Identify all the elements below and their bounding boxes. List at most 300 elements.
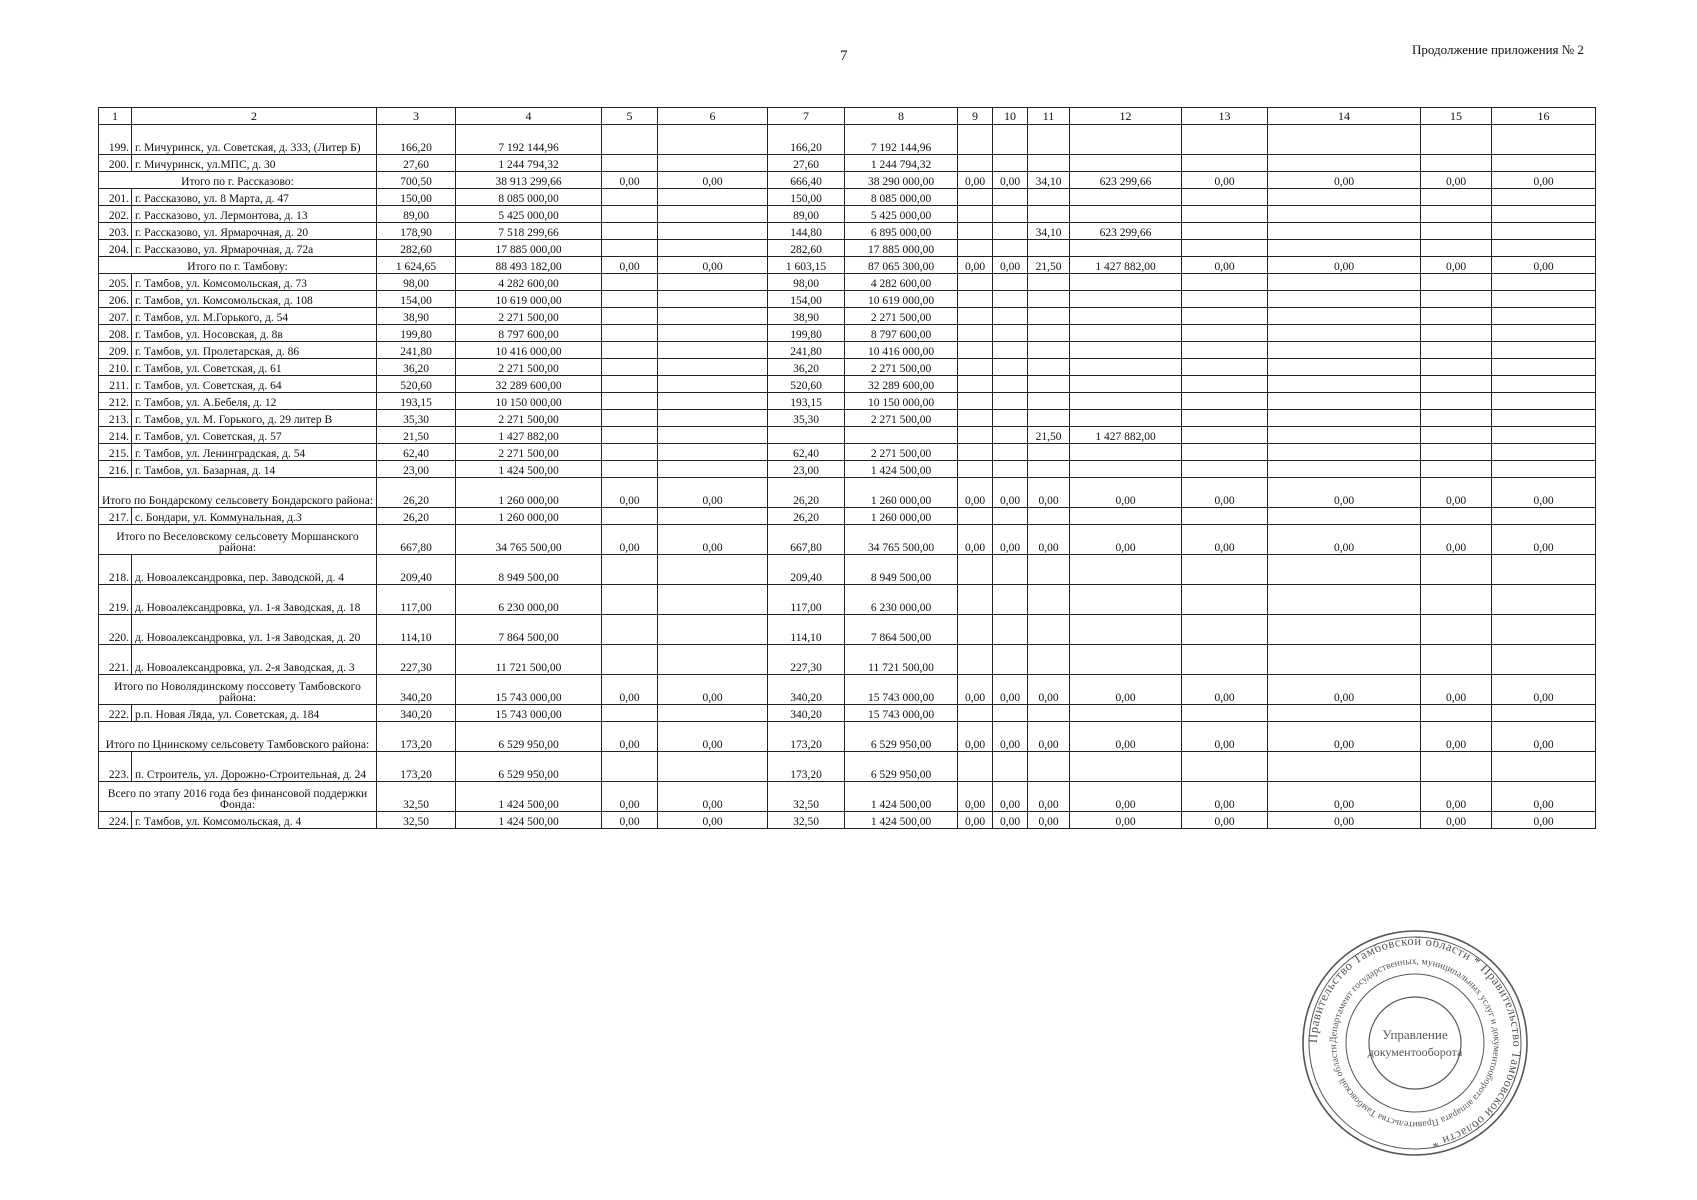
value-cell-c7: 36,20 — [768, 359, 845, 376]
value-cell-c12 — [1070, 325, 1182, 342]
value-cell-c13 — [1182, 359, 1268, 376]
value-cell-c5 — [602, 427, 658, 444]
table-row — [99, 325, 1596, 342]
value-cell-c12 — [1070, 155, 1182, 172]
value-cell-c16: 0,00 — [1492, 172, 1596, 189]
value-cell-c5 — [602, 291, 658, 308]
value-cell-c5 — [602, 410, 658, 427]
value-cell-c3: 667,80 — [377, 525, 456, 555]
value-cell-c7: 1 603,15 — [768, 257, 845, 274]
value-cell-c7: 32,50 — [768, 812, 845, 829]
value-cell-c13 — [1182, 308, 1268, 325]
value-cell-c3: 193,15 — [377, 393, 456, 410]
value-cell-c15 — [1421, 342, 1492, 359]
value-cell-c9: 0,00 — [958, 172, 993, 189]
value-cell-c7: 193,15 — [768, 393, 845, 410]
value-cell-c12: 1 427 882,00 — [1070, 427, 1182, 444]
value-cell-c7: 27,60 — [768, 155, 845, 172]
value-cell-c11 — [1028, 342, 1070, 359]
value-cell-c11: 0,00 — [1028, 812, 1070, 829]
value-cell-c15: 0,00 — [1421, 478, 1492, 508]
value-cell-c8: 1 424 500,00 — [845, 812, 958, 829]
value-cell-c14 — [1268, 376, 1421, 393]
value-cell-c7: 241,80 — [768, 342, 845, 359]
value-cell-c15: 0,00 — [1421, 525, 1492, 555]
row-number: 220. — [99, 615, 132, 645]
address-cell: с. Бондари, ул. Коммунальная, д.3 — [132, 508, 377, 525]
value-cell-c7: 98,00 — [768, 274, 845, 291]
value-cell-c11 — [1028, 206, 1070, 223]
value-cell-c8: 6 529 950,00 — [845, 722, 958, 752]
value-cell-c9: 0,00 — [958, 782, 993, 812]
value-cell-c9 — [958, 444, 993, 461]
subtotal-row — [99, 257, 1596, 274]
value-cell-c4: 8 797 600,00 — [456, 325, 602, 342]
address-cell: д. Новоалександровка, ул. 2-я Заводская, д. 3 — [132, 645, 377, 675]
row-number: 213. — [99, 410, 132, 427]
value-cell-c7: 282,60 — [768, 240, 845, 257]
register-table-body — [99, 108, 1596, 829]
value-cell-c12: 0,00 — [1070, 722, 1182, 752]
value-cell-c7: 173,20 — [768, 722, 845, 752]
value-cell-c15 — [1421, 752, 1492, 782]
value-cell-c12 — [1070, 585, 1182, 615]
page-number: 7 — [840, 48, 848, 64]
value-cell-c16 — [1492, 376, 1596, 393]
value-cell-c16 — [1492, 410, 1596, 427]
value-cell-c8 — [845, 427, 958, 444]
column-number: 14 — [1268, 108, 1421, 125]
value-cell-c5: 0,00 — [602, 722, 658, 752]
value-cell-c11: 34,10 — [1028, 172, 1070, 189]
stamp-center-line-1: Управление — [1382, 1027, 1448, 1042]
value-cell-c6 — [658, 645, 768, 675]
table-row — [99, 393, 1596, 410]
value-cell-c7: 150,00 — [768, 189, 845, 206]
row-number: 214. — [99, 427, 132, 444]
value-cell-c10 — [993, 427, 1028, 444]
value-cell-c10 — [993, 240, 1028, 257]
value-cell-c3: 520,60 — [377, 376, 456, 393]
value-cell-c10 — [993, 155, 1028, 172]
value-cell-c15 — [1421, 308, 1492, 325]
value-cell-c13 — [1182, 508, 1268, 525]
value-cell-c13 — [1182, 274, 1268, 291]
value-cell-c14 — [1268, 427, 1421, 444]
value-cell-c10 — [993, 461, 1028, 478]
value-cell-c9 — [958, 427, 993, 444]
subtotal-row — [99, 478, 1596, 508]
value-cell-c4: 5 425 000,00 — [456, 206, 602, 223]
value-cell-c10 — [993, 752, 1028, 782]
address-cell: д. Новоалександровка, пер. Заводской, д. 4 — [132, 555, 377, 585]
stamp-outer-text: Правительство Тамбовской области * Правительство Тамбовской области * — [1305, 933, 1525, 1151]
row-number: 200. — [99, 155, 132, 172]
value-cell-c10 — [993, 359, 1028, 376]
value-cell-c5 — [602, 189, 658, 206]
value-cell-c8: 6 230 000,00 — [845, 585, 958, 615]
value-cell-c14 — [1268, 615, 1421, 645]
value-cell-c5 — [602, 325, 658, 342]
value-cell-c8: 15 743 000,00 — [845, 705, 958, 722]
value-cell-c11: 0,00 — [1028, 782, 1070, 812]
value-cell-c14 — [1268, 461, 1421, 478]
table-row — [99, 752, 1596, 782]
value-cell-c6 — [658, 342, 768, 359]
value-cell-c9 — [958, 585, 993, 615]
value-cell-c10 — [993, 410, 1028, 427]
value-cell-c15: 0,00 — [1421, 812, 1492, 829]
subtotal-row — [99, 675, 1596, 705]
value-cell-c16 — [1492, 155, 1596, 172]
value-cell-c14 — [1268, 444, 1421, 461]
value-cell-c7: 154,00 — [768, 291, 845, 308]
value-cell-c9 — [958, 461, 993, 478]
table-row — [99, 206, 1596, 223]
value-cell-c8: 11 721 500,00 — [845, 645, 958, 675]
value-cell-c14 — [1268, 508, 1421, 525]
value-cell-c4: 32 289 600,00 — [456, 376, 602, 393]
value-cell-c4: 2 271 500,00 — [456, 410, 602, 427]
value-cell-c4: 7 864 500,00 — [456, 615, 602, 645]
value-cell-c11: 0,00 — [1028, 525, 1070, 555]
value-cell-c5 — [602, 705, 658, 722]
value-cell-c5 — [602, 125, 658, 155]
table-row — [99, 410, 1596, 427]
value-cell-c11 — [1028, 274, 1070, 291]
address-cell: г. Тамбов, ул. Носовская, д. 8в — [132, 325, 377, 342]
value-cell-c14 — [1268, 206, 1421, 223]
subtotal-row — [99, 722, 1596, 752]
value-cell-c3: 340,20 — [377, 675, 456, 705]
value-cell-c8: 8 085 000,00 — [845, 189, 958, 206]
value-cell-c16 — [1492, 223, 1596, 240]
value-cell-c13 — [1182, 325, 1268, 342]
column-number: 4 — [456, 108, 602, 125]
value-cell-c6 — [658, 508, 768, 525]
table-row — [99, 223, 1596, 240]
value-cell-c13 — [1182, 125, 1268, 155]
column-number: 16 — [1492, 108, 1596, 125]
value-cell-c12: 623 299,66 — [1070, 223, 1182, 240]
value-cell-c11 — [1028, 645, 1070, 675]
row-number: 215. — [99, 444, 132, 461]
value-cell-c10 — [993, 189, 1028, 206]
value-cell-c9: 0,00 — [958, 812, 993, 829]
value-cell-c6 — [658, 376, 768, 393]
value-cell-c8: 8 797 600,00 — [845, 325, 958, 342]
value-cell-c6 — [658, 206, 768, 223]
value-cell-c7: 173,20 — [768, 752, 845, 782]
value-cell-c16 — [1492, 705, 1596, 722]
value-cell-c13: 0,00 — [1182, 812, 1268, 829]
value-cell-c10 — [993, 585, 1028, 615]
value-cell-c10 — [993, 508, 1028, 525]
value-cell-c11 — [1028, 359, 1070, 376]
value-cell-c12: 0,00 — [1070, 782, 1182, 812]
value-cell-c3: 23,00 — [377, 461, 456, 478]
value-cell-c14 — [1268, 155, 1421, 172]
value-cell-c3: 227,30 — [377, 645, 456, 675]
value-cell-c12: 0,00 — [1070, 675, 1182, 705]
value-cell-c12: 0,00 — [1070, 478, 1182, 508]
value-cell-c16 — [1492, 206, 1596, 223]
value-cell-c12 — [1070, 444, 1182, 461]
value-cell-c11 — [1028, 705, 1070, 722]
table-row — [99, 376, 1596, 393]
value-cell-c5 — [602, 508, 658, 525]
value-cell-c10 — [993, 125, 1028, 155]
value-cell-c14 — [1268, 645, 1421, 675]
value-cell-c16 — [1492, 274, 1596, 291]
address-cell: п. Строитель, ул. Дорожно-Строительная, д. 24 — [132, 752, 377, 782]
column-number: 11 — [1028, 108, 1070, 125]
value-cell-c9: 0,00 — [958, 675, 993, 705]
value-cell-c5 — [602, 645, 658, 675]
value-cell-c4: 4 282 600,00 — [456, 274, 602, 291]
value-cell-c11 — [1028, 325, 1070, 342]
value-cell-c13 — [1182, 189, 1268, 206]
value-cell-c10 — [993, 645, 1028, 675]
table-row — [99, 508, 1596, 525]
value-cell-c10 — [993, 615, 1028, 645]
value-cell-c15 — [1421, 376, 1492, 393]
value-cell-c7: 520,60 — [768, 376, 845, 393]
value-cell-c3: 26,20 — [377, 478, 456, 508]
value-cell-c6 — [658, 125, 768, 155]
value-cell-c14: 0,00 — [1268, 478, 1421, 508]
value-cell-c10 — [993, 274, 1028, 291]
value-cell-c16: 0,00 — [1492, 675, 1596, 705]
value-cell-c10 — [993, 555, 1028, 585]
value-cell-c15: 0,00 — [1421, 782, 1492, 812]
value-cell-c6 — [658, 705, 768, 722]
value-cell-c3: 98,00 — [377, 274, 456, 291]
address-cell: г. Тамбов, ул. М.Горького, д. 54 — [132, 308, 377, 325]
value-cell-c15: 0,00 — [1421, 172, 1492, 189]
value-cell-c13: 0,00 — [1182, 525, 1268, 555]
value-cell-c6 — [658, 427, 768, 444]
row-number: 207. — [99, 308, 132, 325]
value-cell-c6 — [658, 274, 768, 291]
value-cell-c4: 1 424 500,00 — [456, 812, 602, 829]
value-cell-c14 — [1268, 752, 1421, 782]
value-cell-c15 — [1421, 240, 1492, 257]
value-cell-c6: 0,00 — [658, 782, 768, 812]
subtotal-label: Итого по г. Рассказово: — [99, 172, 377, 189]
column-number: 6 — [658, 108, 768, 125]
value-cell-c7: 26,20 — [768, 478, 845, 508]
value-cell-c11 — [1028, 308, 1070, 325]
value-cell-c16 — [1492, 444, 1596, 461]
value-cell-c4: 6 529 950,00 — [456, 752, 602, 782]
value-cell-c8: 2 271 500,00 — [845, 308, 958, 325]
value-cell-c15 — [1421, 585, 1492, 615]
value-cell-c15 — [1421, 393, 1492, 410]
table-row — [99, 308, 1596, 325]
value-cell-c4: 34 765 500,00 — [456, 525, 602, 555]
value-cell-c7: 209,40 — [768, 555, 845, 585]
value-cell-c3: 62,40 — [377, 444, 456, 461]
row-number: 210. — [99, 359, 132, 376]
value-cell-c7: 117,00 — [768, 585, 845, 615]
value-cell-c3: 241,80 — [377, 342, 456, 359]
value-cell-c10 — [993, 444, 1028, 461]
subtotal-row — [99, 525, 1596, 555]
table-row — [99, 705, 1596, 722]
subtotal-label: Итого по Новолядинскому поссовету Тамбовского района: — [99, 675, 377, 705]
value-cell-c10 — [993, 206, 1028, 223]
value-cell-c5 — [602, 359, 658, 376]
value-cell-c14: 0,00 — [1268, 525, 1421, 555]
value-cell-c5: 0,00 — [602, 675, 658, 705]
value-cell-c14 — [1268, 325, 1421, 342]
value-cell-c8: 2 271 500,00 — [845, 410, 958, 427]
value-cell-c12 — [1070, 376, 1182, 393]
address-cell: д. Новоалександровка, ул. 1-я Заводская, д. 20 — [132, 615, 377, 645]
value-cell-c3: 282,60 — [377, 240, 456, 257]
value-cell-c7: 26,20 — [768, 508, 845, 525]
address-cell: г. Тамбов, ул. Советская, д. 57 — [132, 427, 377, 444]
value-cell-c14 — [1268, 410, 1421, 427]
value-cell-c12 — [1070, 555, 1182, 585]
value-cell-c9 — [958, 376, 993, 393]
value-cell-c10: 0,00 — [993, 675, 1028, 705]
value-cell-c13 — [1182, 376, 1268, 393]
value-cell-c14 — [1268, 240, 1421, 257]
value-cell-c3: 36,20 — [377, 359, 456, 376]
row-number: 204. — [99, 240, 132, 257]
value-cell-c12 — [1070, 189, 1182, 206]
value-cell-c6 — [658, 410, 768, 427]
value-cell-c16 — [1492, 125, 1596, 155]
address-cell: г. Рассказово, ул. Лермонтова, д. 13 — [132, 206, 377, 223]
value-cell-c12 — [1070, 342, 1182, 359]
value-cell-c6 — [658, 308, 768, 325]
subtotal-row — [99, 172, 1596, 189]
value-cell-c4: 1 424 500,00 — [456, 782, 602, 812]
value-cell-c8: 15 743 000,00 — [845, 675, 958, 705]
address-cell: г. Тамбов, ул. Пролетарская, д. 86 — [132, 342, 377, 359]
value-cell-c6 — [658, 359, 768, 376]
value-cell-c5 — [602, 615, 658, 645]
subtotal-label: Итого по Веселовскому сельсовету Моршанского района: — [99, 525, 377, 555]
table-row — [99, 585, 1596, 615]
value-cell-c13 — [1182, 240, 1268, 257]
value-cell-c5 — [602, 308, 658, 325]
value-cell-c8: 32 289 600,00 — [845, 376, 958, 393]
value-cell-c8: 10 150 000,00 — [845, 393, 958, 410]
value-cell-c16 — [1492, 240, 1596, 257]
value-cell-c8: 38 290 000,00 — [845, 172, 958, 189]
register-table — [98, 107, 1596, 829]
value-cell-c15 — [1421, 615, 1492, 645]
value-cell-c9 — [958, 125, 993, 155]
value-cell-c5 — [602, 342, 658, 359]
value-cell-c3: 178,90 — [377, 223, 456, 240]
value-cell-c12 — [1070, 752, 1182, 782]
value-cell-c3: 154,00 — [377, 291, 456, 308]
value-cell-c4: 8 949 500,00 — [456, 555, 602, 585]
value-cell-c3: 173,20 — [377, 722, 456, 752]
value-cell-c3: 1 624,65 — [377, 257, 456, 274]
value-cell-c3: 173,20 — [377, 752, 456, 782]
value-cell-c9 — [958, 705, 993, 722]
value-cell-c11 — [1028, 444, 1070, 461]
table-row — [99, 125, 1596, 155]
value-cell-c7: 227,30 — [768, 645, 845, 675]
address-cell: г. Тамбов, ул. Комсомольская, д. 73 — [132, 274, 377, 291]
value-cell-c14 — [1268, 125, 1421, 155]
table-row — [99, 342, 1596, 359]
value-cell-c6 — [658, 393, 768, 410]
value-cell-c7: 114,10 — [768, 615, 845, 645]
value-cell-c12 — [1070, 240, 1182, 257]
value-cell-c4: 1 244 794,32 — [456, 155, 602, 172]
value-cell-c9 — [958, 615, 993, 645]
value-cell-c12 — [1070, 508, 1182, 525]
value-cell-c4: 15 743 000,00 — [456, 705, 602, 722]
value-cell-c6: 0,00 — [658, 478, 768, 508]
value-cell-c12 — [1070, 461, 1182, 478]
value-cell-c11 — [1028, 410, 1070, 427]
value-cell-c4: 1 260 000,00 — [456, 478, 602, 508]
value-cell-c9 — [958, 342, 993, 359]
value-cell-c5 — [602, 752, 658, 782]
row-number: 212. — [99, 393, 132, 410]
value-cell-c7: 62,40 — [768, 444, 845, 461]
value-cell-c13 — [1182, 155, 1268, 172]
value-cell-c14 — [1268, 274, 1421, 291]
value-cell-c16 — [1492, 461, 1596, 478]
value-cell-c6 — [658, 615, 768, 645]
subtotal-label: Итого по Бондарскому сельсовету Бондарского района: — [99, 478, 377, 508]
value-cell-c6 — [658, 155, 768, 172]
value-cell-c7 — [768, 427, 845, 444]
value-cell-c5 — [602, 461, 658, 478]
value-cell-c4: 2 271 500,00 — [456, 444, 602, 461]
value-cell-c7: 340,20 — [768, 705, 845, 722]
value-cell-c8: 1 244 794,32 — [845, 155, 958, 172]
value-cell-c3: 26,20 — [377, 508, 456, 525]
row-number: 223. — [99, 752, 132, 782]
column-number: 9 — [958, 108, 993, 125]
value-cell-c5 — [602, 274, 658, 291]
value-cell-c8: 1 260 000,00 — [845, 478, 958, 508]
value-cell-c6: 0,00 — [658, 172, 768, 189]
address-cell: р.п. Новая Ляда, ул. Советская, д. 184 — [132, 705, 377, 722]
value-cell-c4: 7 518 299,66 — [456, 223, 602, 240]
value-cell-c15 — [1421, 410, 1492, 427]
table-row — [99, 645, 1596, 675]
value-cell-c10 — [993, 325, 1028, 342]
value-cell-c11 — [1028, 585, 1070, 615]
value-cell-c12 — [1070, 359, 1182, 376]
value-cell-c15 — [1421, 206, 1492, 223]
value-cell-c15 — [1421, 461, 1492, 478]
appendix-continuation-note: Продолжение приложения № 2 — [1412, 42, 1584, 57]
value-cell-c15 — [1421, 189, 1492, 206]
row-number: 221. — [99, 645, 132, 675]
value-cell-c14: 0,00 — [1268, 722, 1421, 752]
value-cell-c10: 0,00 — [993, 257, 1028, 274]
value-cell-c14 — [1268, 359, 1421, 376]
value-cell-c5: 0,00 — [602, 812, 658, 829]
value-cell-c10: 0,00 — [993, 478, 1028, 508]
row-number: 209. — [99, 342, 132, 359]
value-cell-c14 — [1268, 189, 1421, 206]
subtotal-label: Итого по г. Тамбову: — [99, 257, 377, 274]
